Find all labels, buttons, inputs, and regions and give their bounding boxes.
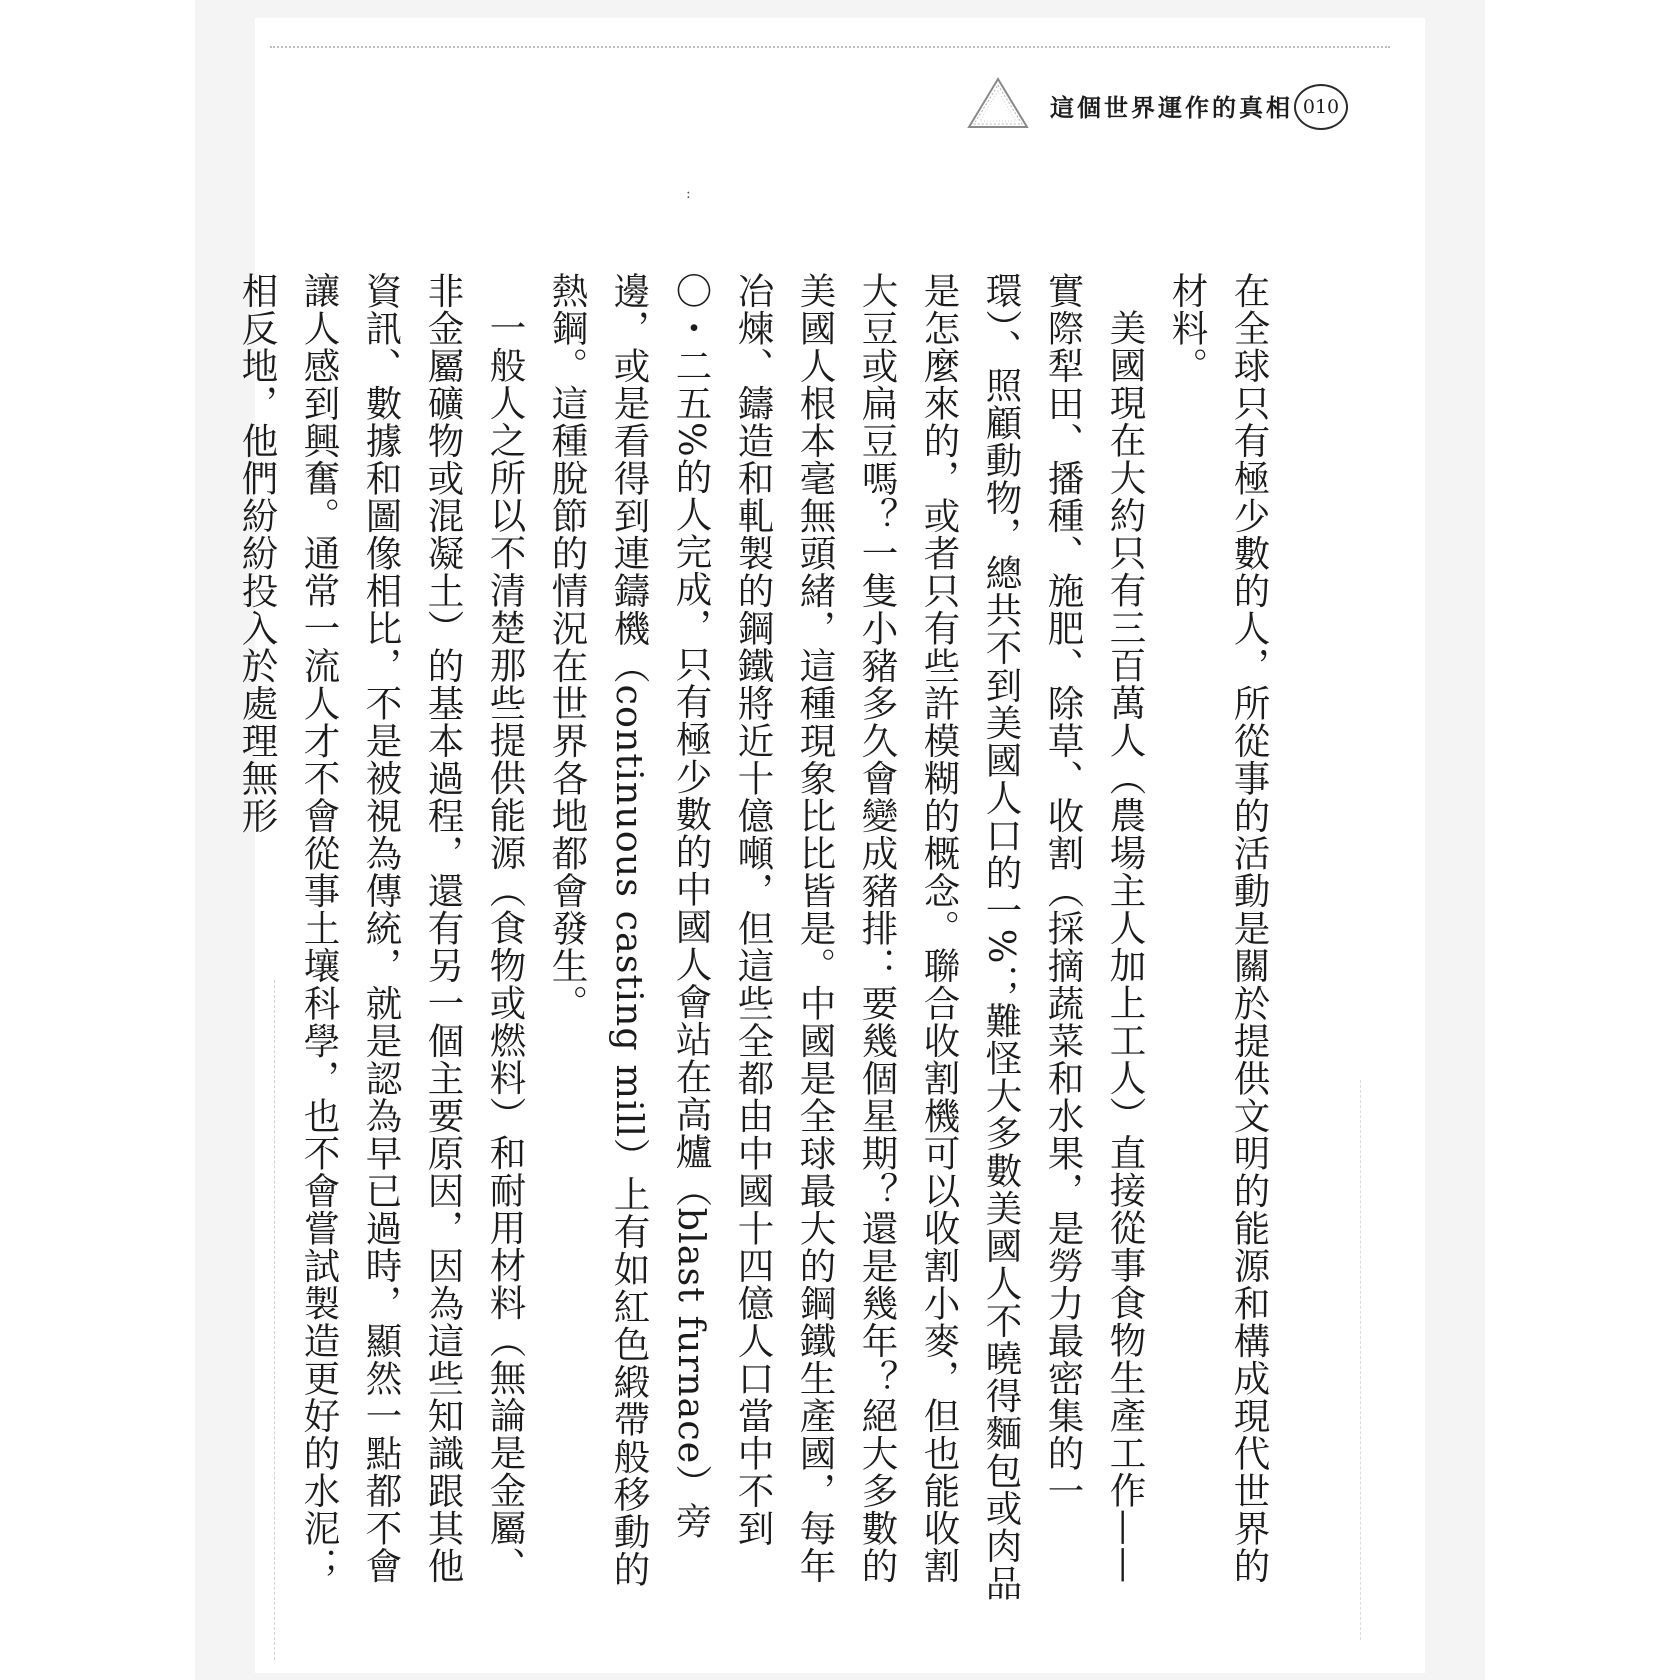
- scan-mark: :: [686, 186, 691, 202]
- paragraph: 一般人之所以不清楚那些提供能源（食物或燃料）和耐用材料（無論是金屬、非金屬礦物或混凝土）的基本過程，還有另一個主要原因，因為這些知識跟其他資訊、數據和圖像相比，不是被視為傳統，就是認為早已過時，顯然一點都不會讓人感到興奮。通常一流人才不會從事土壤科學，也不會嘗試製造更好的水泥；相反地，他們紛紛投入於處理無形: [236, 272, 527, 1585]
- page-number: 010: [1294, 84, 1348, 130]
- paragraph: 美國現在大約只有三百萬人（農場主人加上工人）直接從事食物生產工作——實際犁田、播種、施肥、除草、收割（採摘蔬菜和水果，是勞力最密集的一環）、照顧動物，總共不到美國人口的一%；難怪大多數美國人不曉得麵包或肉品是怎麼來的，或者只有些許模糊的概念。聯合收割機可以收割小麥，但也能收割大豆或扁豆嗎？一隻小豬多久會變成豬排：要幾個星期？還是幾年？絕大多數的美國人根本毫無頭緒，這種現象比比皆是。中國是全球最大的鋼鐵生產國，每年冶煉、鑄造和軋製的鋼鐵將近十億噸，但這些全都由中國十四億人口當中不到〇・二五%的人完成，只有極少數的中國人會站在高爐（blast furnace）旁邊，或是看得到連鑄機（continuous casting mill）上有如紅色緞帶般移動的熱鋼。這種脫節的情況在世界各地都會發生。: [546, 272, 1147, 1602]
- running-header-title: 這個世界運作的真相: [1050, 94, 1293, 122]
- scan-dotted-edge: [270, 46, 1390, 48]
- vertical-body-text: [236, 272, 1280, 1602]
- triangle-logo-icon: [965, 75, 1031, 131]
- paragraph: 在全球只有極少數的人，所從事的活動是關於提供文明的能源和構成現代世界的材料。: [1166, 272, 1271, 1585]
- margin-artifact-line: [1360, 1080, 1361, 1640]
